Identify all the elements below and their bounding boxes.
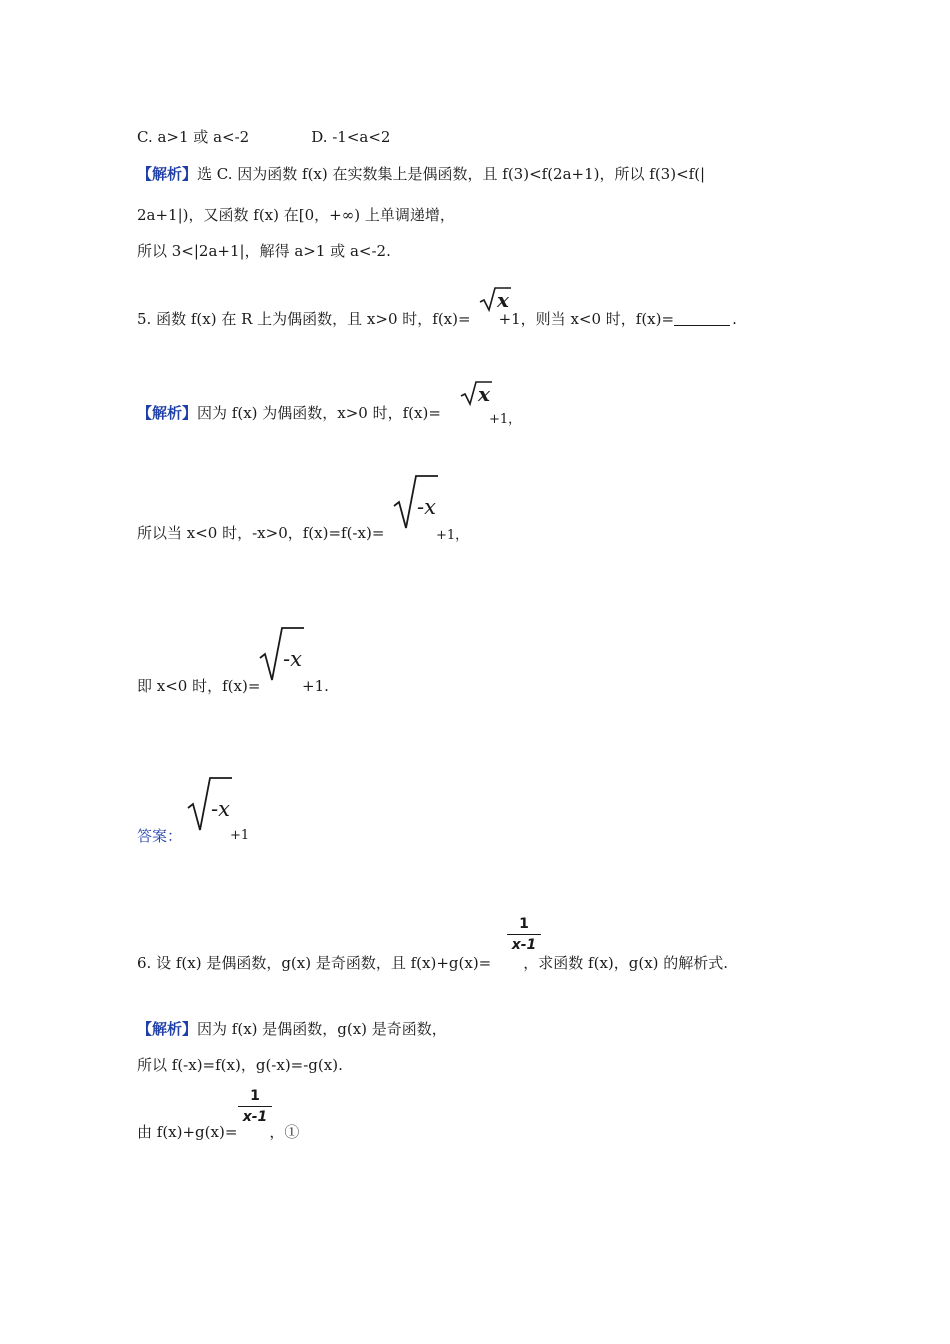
fraction-1-over-x-minus-1 [507, 916, 541, 953]
sqrt-neg-x-formula [258, 626, 306, 684]
radicand: -x [211, 797, 230, 821]
sqrt-x-formula [478, 286, 512, 312]
analysis-tag: 【解析】 [137, 404, 198, 422]
q5-analysis-line-1 [137, 403, 441, 423]
sqrt-x-formula [459, 380, 493, 406]
analysis-text: 因为 f(x) 为偶函数，x>0 时，f(x)= [197, 404, 441, 422]
analysis-tag: 【解析】 [137, 165, 198, 183]
analysis-tag: 【解析】 [137, 1020, 198, 1038]
option-c-row [137, 127, 390, 147]
answer-label: 答案： [137, 827, 183, 845]
q6-analysis-line-2: 所以 f(-x)=f(x)，g(-x)=-g(x). [137, 1056, 343, 1074]
option-c: C. a>1 或 a<-2 [137, 128, 250, 146]
frac-numerator: 1 [519, 916, 529, 932]
q6-question-post: ，求函数 f(x)，g(x) 的解析式. [523, 954, 729, 972]
q5-question-post: +1，则当 x<0 时，f(x)= [498, 310, 675, 328]
q4-analysis-line-2: 2a+1|)，又函数 f(x) 在[0，+∞) 上单调递增， [137, 206, 455, 224]
analysis-text: 因为 f(x) 是偶函数，g(x) 是奇函数， [197, 1020, 447, 1038]
answer-plus-one: +1 [230, 828, 250, 843]
q5-question-pre: 5. 函数 f(x) 在 R 上为偶函数，且 x>0 时，f(x)= [137, 310, 471, 328]
frac-denominator: x-1 [242, 1109, 268, 1125]
frac-bar [238, 1106, 272, 1107]
q6-question-pre: 6. 设 f(x) 是偶函数，g(x) 是奇函数，且 f(x)+g(x)= [137, 954, 492, 972]
answer-blank [674, 309, 730, 326]
q5-analysis-line-2: 所以当 x<0 时，-x>0，f(x)=f(-x)= [137, 524, 385, 542]
radicand: -x [283, 647, 302, 671]
q6-analysis-pre: 由 f(x)+g(x)= [137, 1123, 238, 1141]
q4-analysis-line-3: 所以 3<|2a+1|，解得 a>1 或 a<-2. [137, 242, 391, 260]
frac-denominator: x-1 [511, 937, 537, 953]
frac-numerator: 1 [250, 1088, 260, 1104]
analysis-text: 选 C. 因为函数 f(x) 在实数集上是偶函数，且 f(3)<f(2a+1)，所以 f(3)<f(| [197, 165, 706, 183]
option-d: D. -1<a<2 [311, 128, 391, 146]
radicand: x [478, 382, 490, 406]
plus-one: +1， [489, 412, 522, 427]
sqrt-neg-x-formula [186, 776, 234, 834]
q5-question-end: . [732, 310, 737, 328]
q6-question [137, 953, 728, 973]
sqrt-neg-x-formula [392, 474, 440, 532]
radicand: x [497, 288, 509, 312]
q6-analysis-line-1 [137, 1019, 447, 1039]
fraction-1-over-x-minus-1 [238, 1088, 272, 1125]
radicand: -x [417, 495, 436, 519]
q6-analysis-line-3 [137, 1122, 299, 1142]
frac-bar [507, 934, 541, 935]
q4-analysis-line-1 [137, 164, 705, 184]
q5-analysis-line-3: 即 x<0 时，f(x)= [137, 677, 261, 695]
q6-analysis-post: ，① [269, 1123, 300, 1141]
plus-one: +1， [436, 528, 469, 543]
q5-question [137, 309, 737, 329]
plus-one: +1. [302, 677, 329, 695]
